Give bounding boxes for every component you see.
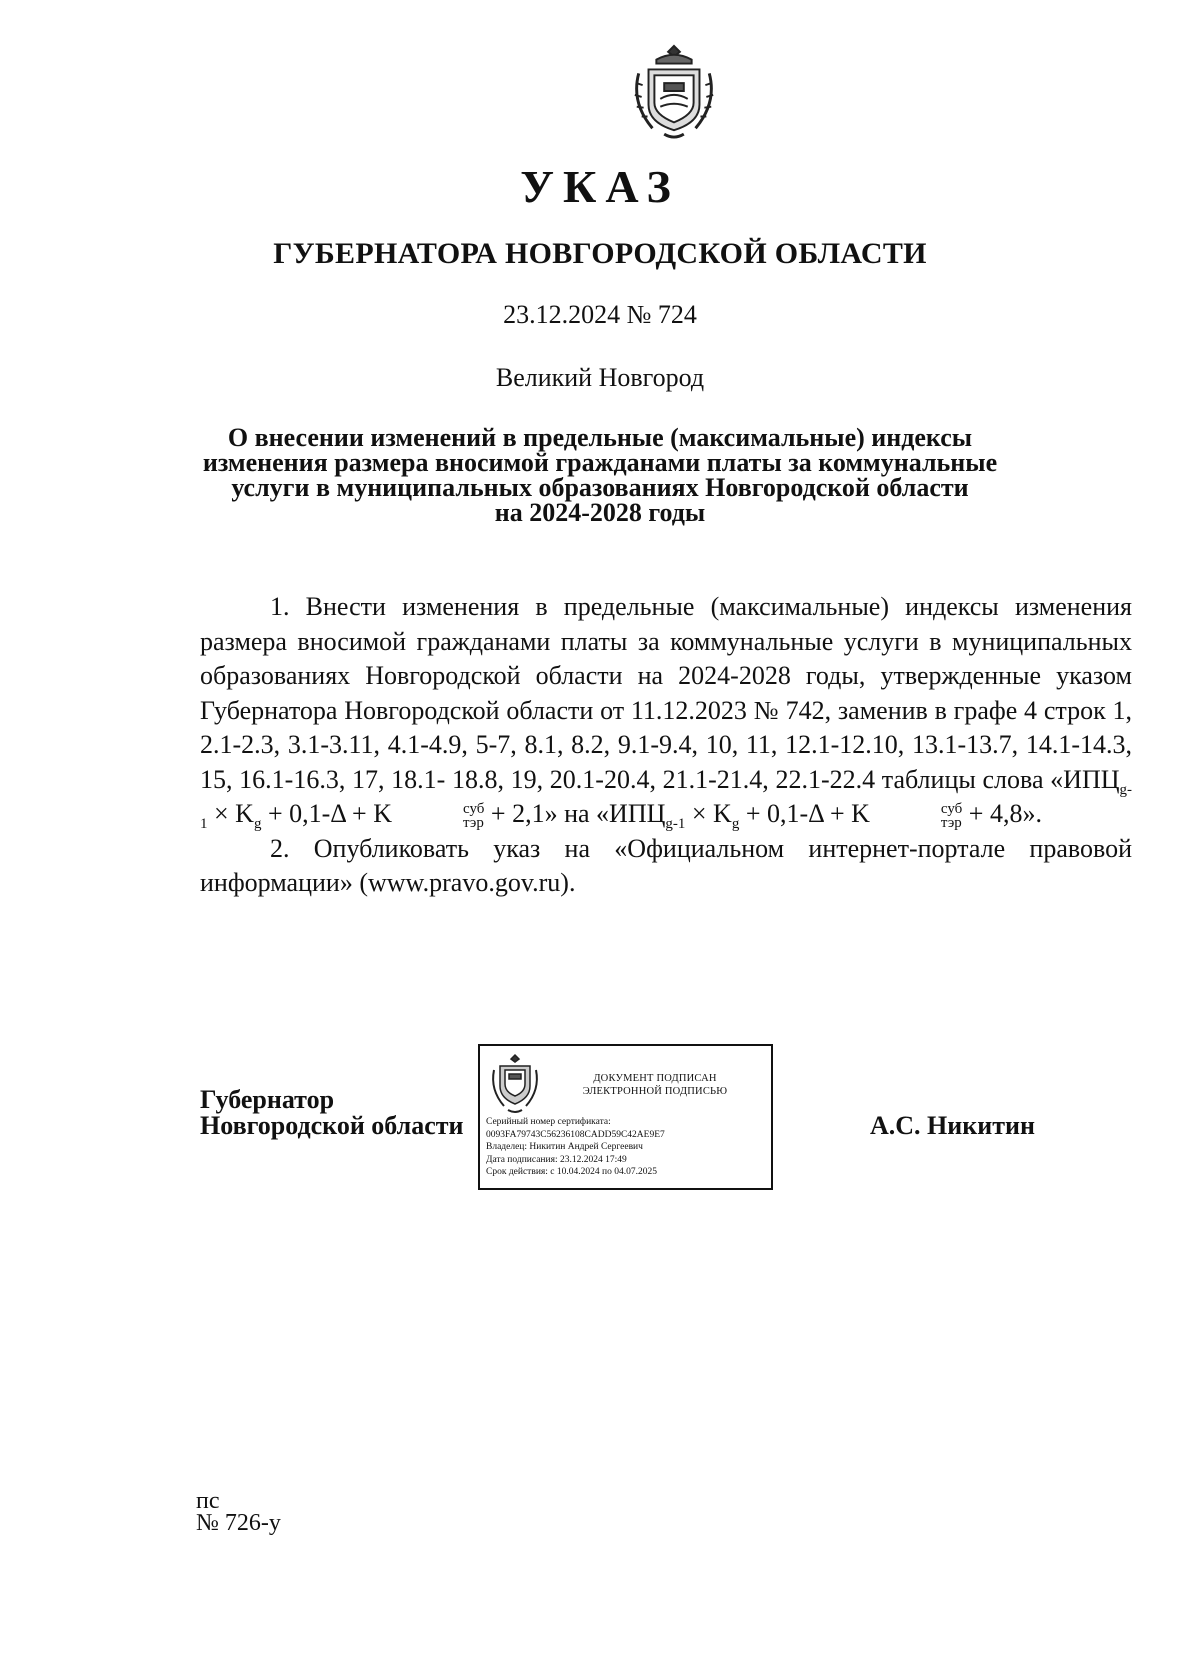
decree-body <box>200 590 1132 901</box>
serial-label: Серийный номер сертификата: <box>486 1117 611 1127</box>
signatory-position <box>200 1087 464 1139</box>
formula-new: «$ИПЦ_{g-1} \times K_g + 0,1-\Delta + K$ суб тэр + 4,8». <box>596 799 1042 833</box>
electronic-signature-stamp <box>478 1044 773 1190</box>
stamp-heading: ДОКУМЕНТ ПОДПИСАН ЭЛЕКТРОННОЙ ПОДПИСЬЮ <box>582 1073 728 1097</box>
date-and-number: 23.12.2024 № 724 <box>503 300 697 329</box>
owner: Владелец: Никитин Андрей Сергеевич <box>486 1142 643 1152</box>
certificate-details <box>486 1116 665 1179</box>
issuer-title: ГУБЕРНАТОРА НОВГОРОДСКОЙ ОБЛАСТИ <box>273 237 927 270</box>
city: Великий Новгород <box>495 363 705 392</box>
footer-line: пс <box>196 1488 220 1514</box>
sign-date: Дата подписания: 23.12.2024 17:49 <box>486 1154 627 1165</box>
footer-registration <box>196 1490 281 1534</box>
title-line: О внесении изменений в предельные (максимальные) индексы <box>227 423 973 452</box>
coat-of-arms-icon <box>625 40 723 142</box>
footer-line: № 726-у <box>196 1510 281 1536</box>
paragraph-1-text: 1. Внести изменения в предельные (максимальные) индексы изменения размера вносимой гражданами платы за коммунальные услуги в муниципальных образованиях Новгородской области на 2024-2028 годы, утвержденные указом Губернатора Новгородской области от 11.12.2023 № 742, заменив в графе 4 строк 1, 2.1-2.3, 3.1-3.11, 4.1-4.9, 5-7, 8.1, 8.2, 9.1-9.4, 10, 11, 12.1-12.10, 13.1-13.7, 14.1-14.3, 15, 16.1-16.3, 17, 18.1- 18.8, 19, 20.1-20.4, 21.1-21.4, 22.1-22.4 таблицы слова <box>200 592 1132 794</box>
coat-of-arms-icon <box>488 1052 542 1116</box>
paragraph-2: 2. Опубликовать указ на «Официальном интернет-портале правовой информации» (www.pravo.gov.ru). <box>200 833 1132 897</box>
validity: Срок действия: с 10.04.2024 по 04.07.2025 <box>486 1167 657 1177</box>
signatory-name: А.С. Никитин <box>870 1111 1035 1140</box>
serial-value: 0093FA79743C56236108CADD59C42AE9E7 <box>486 1129 665 1140</box>
title-line: услуги в муниципальных образованиях Новгородской области <box>231 473 969 502</box>
formula-old: «$ИПЦ_{g-1} \times K_g + 0,1-\Delta + K$ суб тэр + 2,1» <box>200 764 1133 833</box>
connector-word: на <box>564 799 590 828</box>
document-type: УКАЗ <box>520 161 680 212</box>
decree-title <box>0 425 1200 525</box>
title-line: на 2024-2028 годы <box>494 498 706 527</box>
title-line: изменения размера вносимой гражданами платы за коммунальные <box>202 448 998 477</box>
position-line: Губернатор <box>200 1085 335 1114</box>
paragraph-1 <box>200 590 1132 832</box>
position-line: Новгородской области <box>200 1111 464 1140</box>
